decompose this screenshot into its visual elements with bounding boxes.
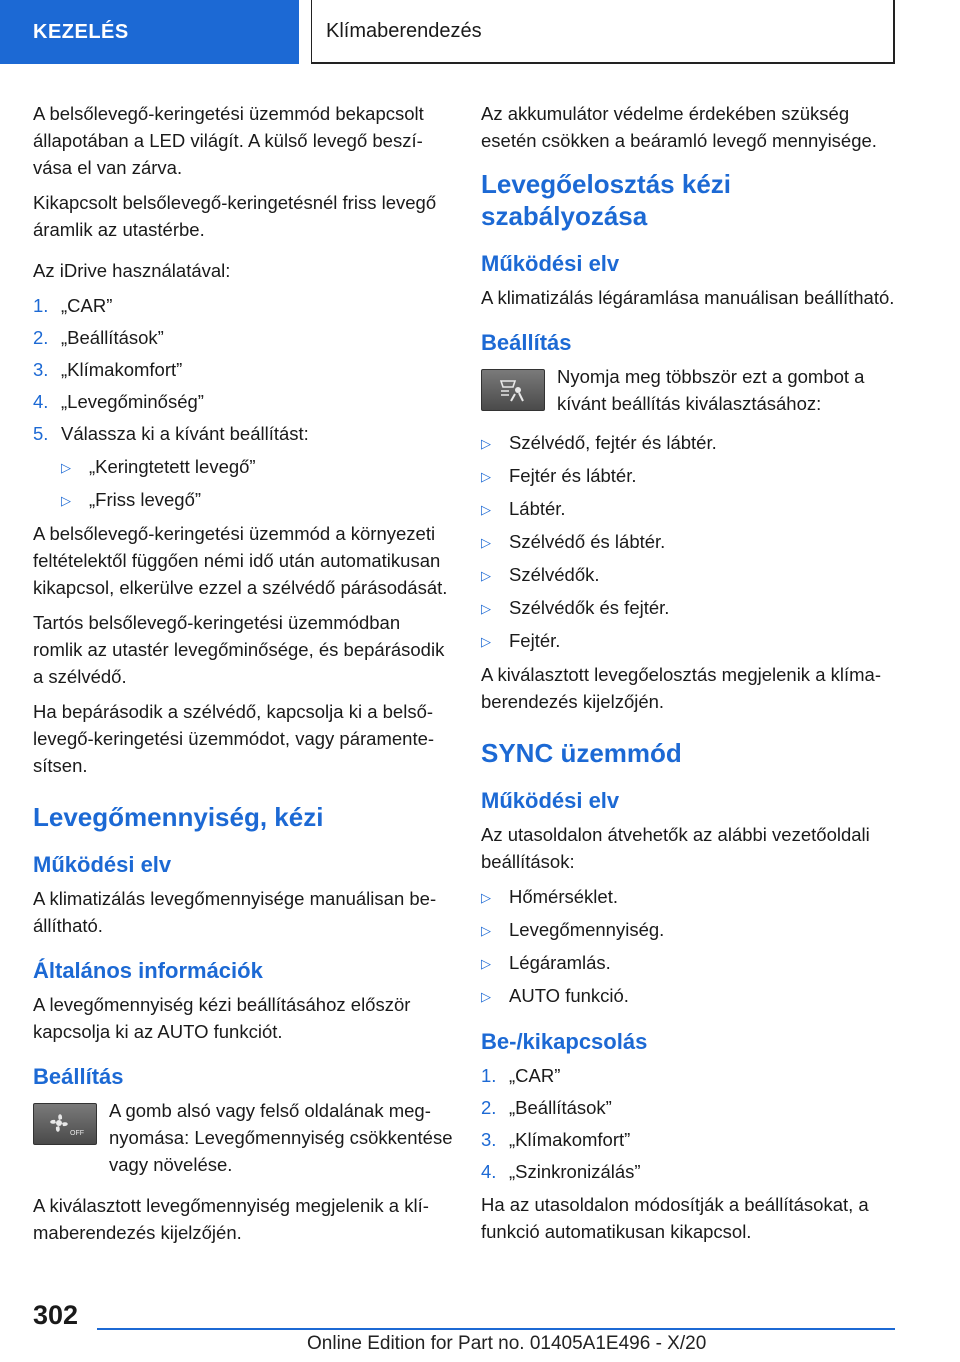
paragraph: Az iDrive használatával: (33, 260, 231, 281)
step-text: „Beállítások” (509, 1097, 612, 1118)
paragraph: Ha bepárásodik a szélvédő, kapcsolja ki a belsőlevegő-keringetési üzemmódot, vagy páramentesítsen. (33, 701, 435, 776)
list-item (33, 356, 453, 383)
list-item (33, 292, 453, 319)
paragraph: Kikapcsolt belsőlevegő-keringetésnél friss levegő áramlik az utastérbe. (33, 192, 437, 240)
list-item (481, 1158, 901, 1185)
idrive-steps (33, 292, 453, 447)
option-text: Szélvédők és fejtér. (509, 597, 670, 618)
air-distribution-icon (493, 375, 533, 405)
paragraph: A levegőmennyiség kézi beállításához először kapcsolja ki az AUTO funkciót. (33, 994, 411, 1042)
triangle-bullet-icon: ▷ (481, 568, 491, 583)
step-text: „CAR” (61, 295, 113, 316)
triangle-bullet-icon: ▷ (481, 601, 491, 616)
paragraph: A kiválasztott levegőelosztás megjelenik a klímaberendezés kijelzőjén. (481, 664, 882, 712)
paragraph: Tartós belsőlevegő-keringetési üzemmódban romlik az utastér levegőminősége, és bepárásodik a szélvédő. (33, 612, 445, 687)
subsection-heading: Működési elv (481, 788, 620, 813)
step-text: „Beállítások” (61, 327, 164, 348)
option-text: „Keringtetett levegő” (89, 456, 256, 477)
triangle-bullet-icon: ▷ (481, 634, 491, 649)
step-text: Válassza ki a kívánt beállítást: (61, 423, 309, 444)
step-number: 3. (481, 1129, 497, 1150)
step-number: 4. (33, 391, 49, 412)
section-tab[interactable] (0, 0, 299, 64)
chapter-title: Klímaberendezés (326, 19, 482, 42)
paragraph: Nyomja meg többször ezt a gombot a kívánt beállítás kiválasztásához: (557, 366, 865, 414)
air-distribution-button-icon (481, 369, 545, 411)
option-text: Levegőmennyiség. (509, 919, 665, 940)
section-heading: SYNC üzemmód (481, 738, 682, 768)
option-list (33, 453, 453, 514)
step-text: „Levegőminőség” (61, 391, 204, 412)
option-text: Szélvédők. (509, 564, 600, 585)
list-item (61, 453, 453, 481)
list-item (481, 429, 901, 457)
paragraph: Az akkumulátor védelme érdekében szükség esetén csökken a beáramló levegő mennyisége. (481, 103, 877, 151)
list-item (33, 324, 453, 351)
option-text: Fejtér. (509, 630, 561, 651)
step-text: „CAR” (509, 1065, 561, 1086)
list-item (33, 388, 453, 415)
list-item (481, 1062, 901, 1089)
step-number: 2. (33, 327, 49, 348)
sync-steps (481, 1062, 901, 1185)
list-item (481, 916, 901, 944)
list-item (481, 561, 901, 589)
section-title: KEZELÉS (33, 20, 129, 43)
subsection-heading: Beállítás (33, 1064, 124, 1089)
paragraph: A klimatizálás levegőmennyisége manuálisan beállítható. (33, 888, 437, 936)
triangle-bullet-icon: ▷ (481, 535, 491, 550)
list-item (481, 949, 901, 977)
section-heading: Levegőmennyiség, kézi (33, 802, 324, 832)
distribution-list (481, 429, 901, 655)
fan-button-icon (33, 1103, 97, 1145)
option-text: Szélvédő, fejtér és lábtér. (509, 432, 717, 453)
step-text: „Klímakomfort” (61, 359, 183, 380)
option-text: Szélvédő és lábtér. (509, 531, 666, 552)
triangle-bullet-icon: ▷ (481, 956, 491, 971)
subsection-heading: Be-/kikapcsolás (481, 1029, 648, 1054)
list-item (481, 982, 901, 1010)
step-number: 5. (33, 423, 49, 444)
fan-icon (45, 1109, 85, 1139)
paragraph: A belsőlevegő-keringetési üzemmód bekapcsolt állapotában a LED világít. A külső levegő beszívása el van zárva. (33, 103, 424, 178)
paragraph: A belsőlevegő-keringetési üzemmód a környezeti feltételektől függően némi idő után automatikusan kikapcsol, elkerülve ezzel a szélvédő párásodását. (33, 523, 448, 598)
step-number: 2. (481, 1097, 497, 1118)
option-text: „Friss levegő” (89, 489, 202, 510)
section-heading: Levegőelosztás kézi szabályozása (481, 169, 731, 231)
option-text: Légáramlás. (509, 952, 611, 973)
triangle-bullet-icon: ▷ (481, 469, 491, 484)
button-description (33, 1097, 453, 1178)
triangle-bullet-icon: ▷ (61, 493, 71, 508)
left-column (33, 100, 453, 1254)
list-item (481, 528, 901, 556)
option-text: AUTO funkció. (509, 985, 629, 1006)
paragraph: Az utasoldalon átvehetők az alábbi vezetőoldali beállítások: (481, 824, 870, 872)
triangle-bullet-icon: ▷ (481, 502, 491, 517)
option-text: Lábtér. (509, 498, 566, 519)
list-item (481, 1126, 901, 1153)
sync-list (481, 883, 901, 1010)
subsection-heading: Általános információk (33, 958, 263, 983)
list-item (481, 495, 901, 523)
step-number: 4. (481, 1161, 497, 1182)
chapter-header (311, 0, 895, 64)
step-number: 1. (481, 1065, 497, 1086)
option-text: Fejtér és lábtér. (509, 465, 637, 486)
list-item (481, 594, 901, 622)
list-item (481, 1094, 901, 1121)
subsection-heading: Működési elv (33, 852, 172, 877)
step-text: „Klímakomfort” (509, 1129, 631, 1150)
subsection-heading: Működési elv (481, 251, 620, 276)
page-number: 302 (33, 1300, 79, 1330)
footer-divider (97, 1328, 895, 1330)
step-text: „Szinkronizálás” (509, 1161, 641, 1182)
edition-text: Online Edition for Part no. 01405A1E496 - X/20 (307, 1333, 707, 1354)
button-label: OFF (70, 1130, 84, 1137)
triangle-bullet-icon: ▷ (481, 890, 491, 905)
step-number: 3. (33, 359, 49, 380)
list-item (33, 420, 453, 447)
step-number: 1. (33, 295, 49, 316)
triangle-bullet-icon: ▷ (481, 436, 491, 451)
triangle-bullet-icon: ▷ (61, 460, 71, 475)
list-item (61, 486, 453, 514)
right-column (481, 100, 901, 1253)
paragraph: A gomb alsó vagy felső oldalának megnyomása: Levegőmennyiség csökkentése vagy növelése. (109, 1100, 453, 1175)
button-description (481, 363, 901, 417)
list-item (481, 462, 901, 490)
paragraph: A kiválasztott levegőmennyiség megjelenik a klímaberendezés kijelzőjén. (33, 1195, 429, 1243)
list-item (481, 883, 901, 911)
paragraph: Ha az utasoldalon módosítják a beállításokat, a funkció automatikusan kikapcsol. (481, 1194, 869, 1242)
list-item (481, 627, 901, 655)
subsection-heading: Beállítás (481, 330, 572, 355)
paragraph: A klimatizálás légáramlása manuálisan beállítható. (481, 287, 895, 308)
option-text: Hőmérséklet. (509, 886, 618, 907)
triangle-bullet-icon: ▷ (481, 923, 491, 938)
triangle-bullet-icon: ▷ (481, 989, 491, 1004)
